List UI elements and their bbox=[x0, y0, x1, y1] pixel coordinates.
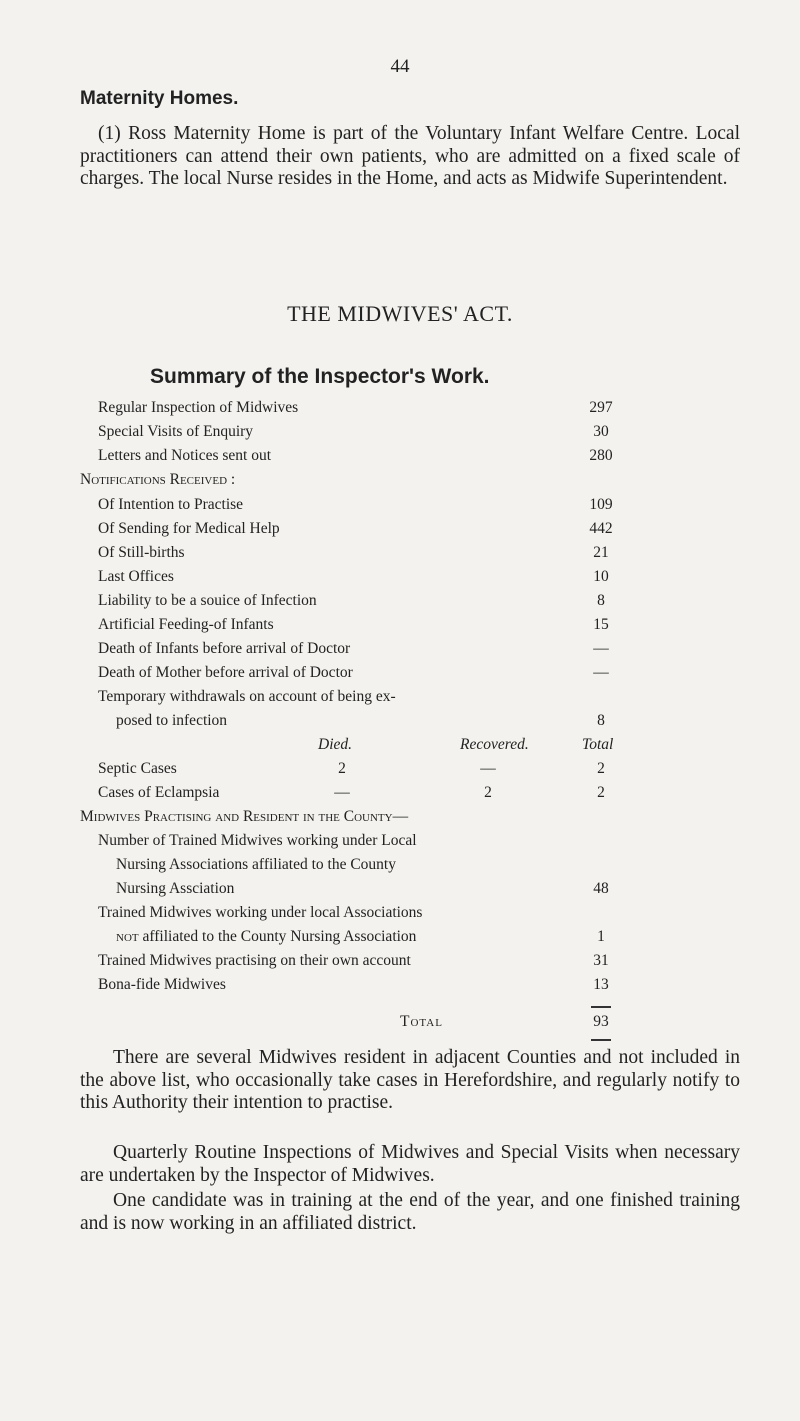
closing-paragraph-1: There are several Midwives resident in adjacent Counties and not included in the above list, who occasionally take cases in Herefordshire, and regularly notify to this Authority their intention to practise. bbox=[80, 1047, 740, 1113]
row-label: Septic Cases bbox=[98, 760, 177, 777]
death-mother-value: — bbox=[593, 664, 609, 681]
heading-label: Notifications Received : bbox=[80, 471, 236, 488]
recovered-column-header: Recovered. bbox=[460, 736, 529, 753]
row-label: posed to infection bbox=[116, 712, 228, 729]
row-label: Regular Inspection of Midwives bbox=[98, 399, 299, 416]
row-label: Trained Midwives working under local Associations bbox=[98, 904, 423, 921]
row-label: Last Offices bbox=[98, 568, 174, 585]
row-label: Trained Midwives practising on their own account bbox=[98, 952, 411, 969]
regular-inspection-value: 297 bbox=[589, 399, 613, 416]
row-label: Number of Trained Midwives working under Local bbox=[98, 832, 417, 849]
not-affiliated-value: 1 bbox=[597, 928, 605, 945]
total-rule-top bbox=[591, 1006, 611, 1008]
septic-recovered: — bbox=[480, 760, 496, 777]
total-column-header: Total bbox=[582, 736, 614, 753]
closing-paragraph-2: Quarterly Routine Inspections of Midwives and Special Visits when necessary are undertaken by the Inspector of Midwives. bbox=[80, 1142, 740, 1186]
not-word: not bbox=[116, 928, 139, 945]
septic-total: 2 bbox=[597, 760, 605, 777]
own-account-value: 31 bbox=[593, 952, 609, 969]
row-label: Of Still-births bbox=[98, 544, 185, 561]
septic-died: 2 bbox=[338, 760, 346, 777]
total-label: Total bbox=[400, 1013, 443, 1030]
eclampsia-recovered: 2 bbox=[484, 784, 492, 801]
eclampsia-died: — bbox=[334, 784, 350, 801]
heading-label: Midwives Practising and Resident in the County— bbox=[80, 808, 409, 825]
row-label: affiliated to the County Nursing Association bbox=[142, 928, 417, 945]
row-label: Nursing Associations affiliated to the County bbox=[116, 856, 396, 873]
eclampsia-total: 2 bbox=[597, 784, 605, 801]
closing-paragraph-3: One candidate was in training at the end of the year, and one finished training and is now working in an affiliated district. bbox=[80, 1190, 740, 1234]
row-label: Death of Mother before arrival of Doctor bbox=[98, 664, 353, 681]
row-label: Letters and Notices sent out bbox=[98, 447, 272, 464]
letters-value: 280 bbox=[589, 447, 613, 464]
total-rule-bottom bbox=[591, 1039, 611, 1041]
special-visits-value: 30 bbox=[593, 423, 609, 440]
artificial-feeding-value: 15 bbox=[593, 616, 609, 633]
row-label: Cases of Eclampsia bbox=[98, 784, 220, 801]
act-title: THE MIDWIVES' ACT. bbox=[287, 301, 513, 326]
died-column-header: Died. bbox=[318, 736, 353, 753]
stillbirths-value: 21 bbox=[593, 544, 609, 561]
liability-value: 8 bbox=[597, 592, 605, 609]
intro-paragraph: (1) Ross Maternity Home is part of the Voluntary Infant Welfare Centre. Local practitioners can attend their own patients, who are admitted on a fixed scale of charges. The local Nurse resides in the Home, and acts as Midwife Superintendent. bbox=[80, 123, 740, 189]
row-label: Temporary withdrawals on account of being ex- bbox=[98, 688, 396, 705]
row-label: Of Intention to Practise bbox=[98, 496, 244, 513]
temporary-withdrawals-value: 8 bbox=[597, 712, 605, 729]
summary-title: Summary of the Inspector's Work. bbox=[150, 365, 490, 388]
medical-help-value: 442 bbox=[589, 520, 613, 537]
intention-value: 109 bbox=[589, 496, 613, 513]
row-label: Nursing Assciation bbox=[116, 880, 235, 897]
row-label: Artificial Feeding-of Infants bbox=[98, 616, 274, 633]
row-label: Of Sending for Medical Help bbox=[98, 520, 280, 537]
row-label: Death of Infants before arrival of Doctor bbox=[98, 640, 351, 657]
total-value: 93 bbox=[593, 1013, 609, 1030]
row-label: Liability to be a souice of Infection bbox=[98, 592, 317, 609]
death-infants-value: — bbox=[593, 640, 609, 657]
page-number: 44 bbox=[390, 56, 410, 77]
last-offices-value: 10 bbox=[593, 568, 609, 585]
bona-fide-value: 13 bbox=[593, 976, 609, 993]
row-label: Bona-fide Midwives bbox=[98, 976, 226, 993]
row-label: Special Visits of Enquiry bbox=[98, 423, 254, 440]
not-affiliated-line2 bbox=[116, 928, 416, 946]
affiliated-value: 48 bbox=[593, 880, 609, 897]
section-title: Maternity Homes. bbox=[80, 88, 239, 109]
